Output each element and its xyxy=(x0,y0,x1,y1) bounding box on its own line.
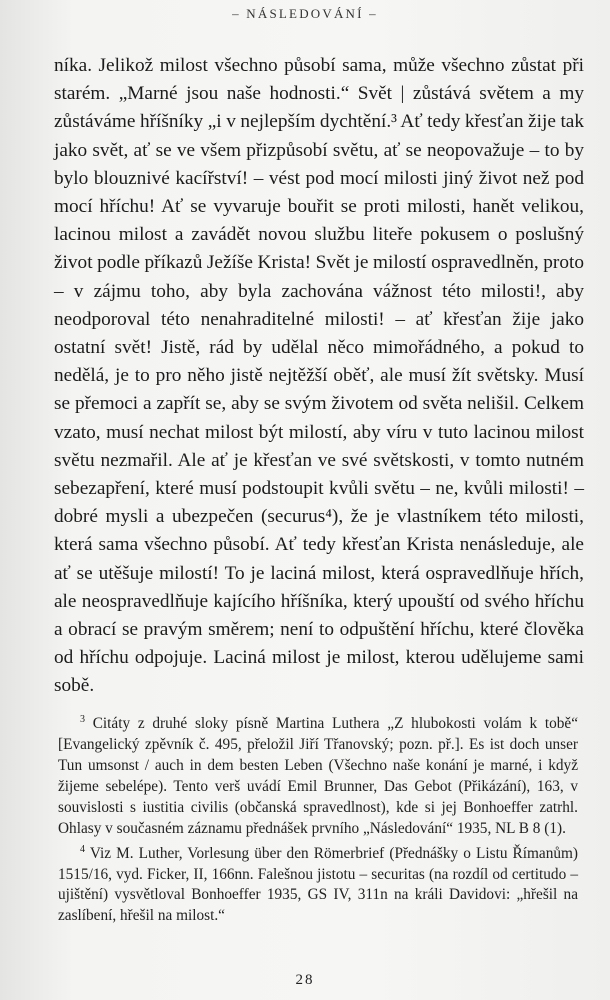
footnote-3 xyxy=(58,710,578,840)
footnotes xyxy=(58,710,578,927)
footnote-text: Citáty z druhé sloky písně Martina Luthera „Z hlubokosti volám k tobě“ [Evangelický zpěvník č. 495, přeložil Jiří Třanovský; pozn. př.]. Es ist doch unser Tun umsonst / auch in dem besten Leben (Všechno naše konání je marné, i když žijeme sebelépe). Tento verš uvádí Emil Brunner, Das Gebot (Přikázání), 163, v souvislosti s iustitia civilis (občanská spravedlnost), kde si jej Bonhoeffer zatrhl. Ohlasy v současném záznamu přednášek prvního „Následování“ 1935, NL B 8 (1). xyxy=(58,715,578,837)
page-number: 28 xyxy=(295,972,315,988)
footnote-number: 4 xyxy=(80,843,85,855)
body-paragraph: níka. Jelikož milost všechno působí sama, může všechno zůstat při starém. „Marné jsou naše hodnosti.“ Svět | zůstává světem a my zůstáváme hříšníky „i v nejlepším dychtění.³ Ať tedy křesťan žije tak jako svět, ať se ve všem přizpůsobí světu, ať se neopovažuje – to by bylo blouznivé kacířství! – vést pod mocí milosti jiný život než pod mocí hříchu! Ať se vyvaruje bouřit se proti milosti, hanět velikou, lacinou milost a zavádět novou službu liteře pokusem o poslušný život podle příkazů Ježíše Krista! Svět je milostí ospravedlněn, proto – v zájmu toho, aby byla zachována vážnost této milosti!, aby neodporoval této nenahraditelné milosti! – ať křesťan žije jako ostatní svět! Jistě, rád by udělal něco mimořádného, a pokud to nedělá, je to pro něho jistě nejtěžší oběť, ale musí žít světsky. Musí se přemoci a zapřít se, aby se svým životem od světa nelišil. Celkem vzato, musí nechat milost být milostí, aby víru v tuto lacinou milost světu nezmařil. Ale ať je křesťan ve své světskosti, v tomto nutném sebezapření, které musí podstoupit kvůli světu – ne, kvůli milosti! – dobré mysli a ubezpečen (securus⁴), že je vlastníkem této milosti, která sama všechno působí. Ať tedy křesťan Krista nenásleduje, ale ať se utěšuje milostí! To je laciná milost, která ospravedlňuje hřích, ale neospravedlňuje kajícího hříšníka, který upouští od svého hříchu a obrací se pravým směrem; není to odpuštění hříchu, které člověka od hříchu odpojuje. Laciná milost je milost, kterou udělujeme sami sobě. xyxy=(54,55,584,697)
main-text xyxy=(54,52,584,701)
footnote-4 xyxy=(58,840,578,928)
footnote-text: Viz M. Luther, Vorlesung über den Römerbrief (Přednášky o Listu Římanům) 1515/16, vyd. Ficker, II, 166nn. Falešnou jistotu – securitas (na rozdíl od certitudo – ujištění) vysvětloval Bonhoeffer 1935, GS IV, 311n na králi Davidovi: „hřešil na zaslíbení, hřešil na milost.“ xyxy=(58,844,578,925)
running-head: – NÁSLEDOVÁNÍ – xyxy=(232,6,378,21)
footnote-number: 3 xyxy=(80,714,85,725)
